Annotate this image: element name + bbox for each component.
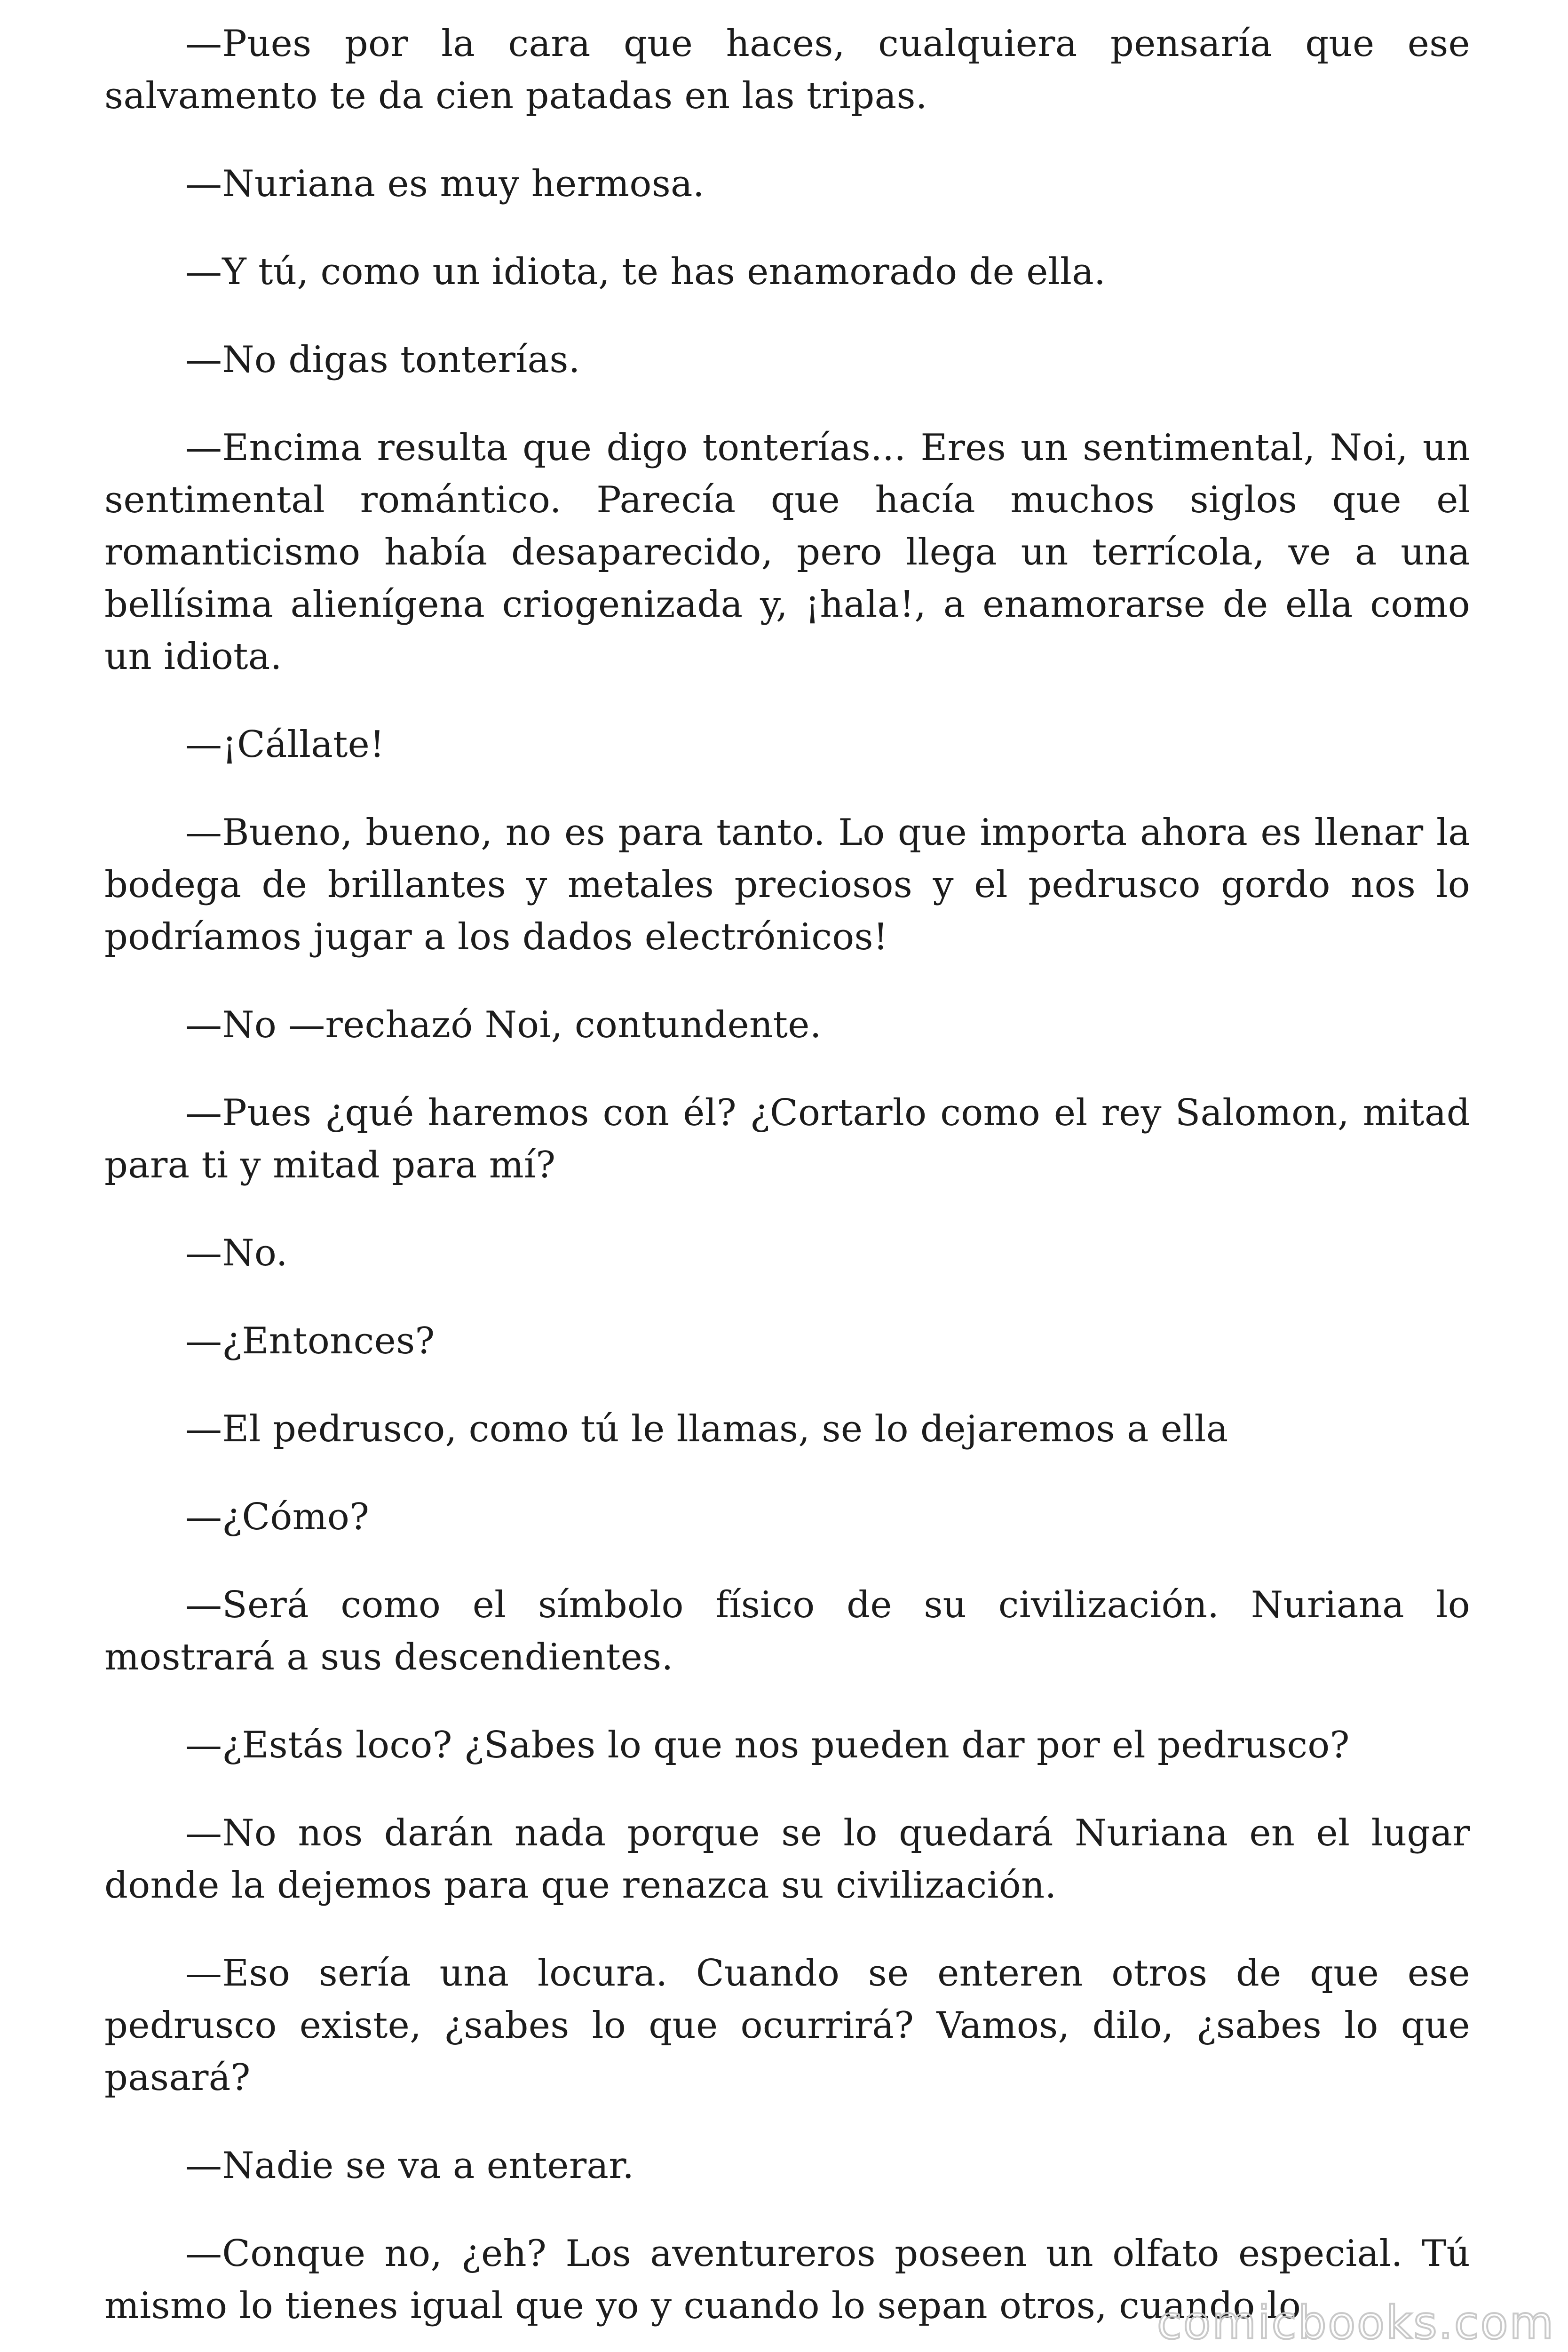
paragraph: —No —rechazó Noi, contundente. (185, 1004, 822, 1046)
paragraph: —Y tú, como un idiota, te has enamorado de ella. (185, 251, 1106, 293)
paragraph: —Pues ¿qué haremos con él? ¿Cortarlo como el rey Salomon, mitad para ti y mitad para mí? (104, 1092, 1470, 1186)
paragraph: —Encima resulta que digo tonterías... Eres un sentimental, Noi, un sentimental romántico. Parecía que hacía muchos siglos que el romanticismo había desaparecido, pero llega un terrícola, ve a una bellísima alienígena criogenizada y, ¡hala!, a enamorarse de ella como un idiota. (104, 427, 1470, 678)
paragraph: —Pues por la cara que haces, cualquiera pensaría que ese salvamento te da cien patadas en las tripas. (104, 23, 1470, 117)
book-page-text (104, 18, 1470, 2352)
paragraph: —¿Estás loco? ¿Sabes lo que nos pueden dar por el pedrusco? (185, 1724, 1350, 1766)
paragraph: —¡Cállate! (185, 723, 385, 766)
paragraph: —Conque no, ¿eh? Los aventureros poseen un olfato especial. Tú mismo lo tienes igual que yo y cuando lo sepan otros, cuando lo (104, 2233, 1470, 2327)
paragraph: —No digas tonterías. (185, 339, 580, 381)
paragraph: —Será como el símbolo físico de su civilización. Nuriana lo mostrará a sus descendientes. (104, 1584, 1470, 1678)
paragraph: —No. (185, 1232, 288, 1274)
paragraph: —Eso sería una locura. Cuando se enteren otros de que ese pedrusco existe, ¿sabes lo que ocurrirá? Vamos, dilo, ¿sabes lo que pasará? (104, 1952, 1470, 2099)
paragraph: —Nadie se va a enterar. (185, 2145, 634, 2187)
paragraph: —El pedrusco, como tú le llamas, se lo dejaremos a ella (185, 1408, 1228, 1450)
paragraph: —¿Entonces? (185, 1320, 435, 1362)
paragraph: —¿Cómo? (185, 1496, 370, 1538)
paragraph: —No nos darán nada porque se lo quedará Nuriana en el lugar donde la dejemos para que renazca su civilización. (104, 1812, 1470, 1907)
paragraph: —Bueno, bueno, no es para tanto. Lo que importa ahora es llenar la bodega de brillantes y metales preciosos y el pedrusco gordo nos lo podríamos jugar a los dados electrónicos! (104, 811, 1470, 958)
watermark-logo: comicbooks.com (1156, 2296, 1555, 2349)
paragraph: —Nuriana es muy hermosa. (185, 163, 705, 205)
